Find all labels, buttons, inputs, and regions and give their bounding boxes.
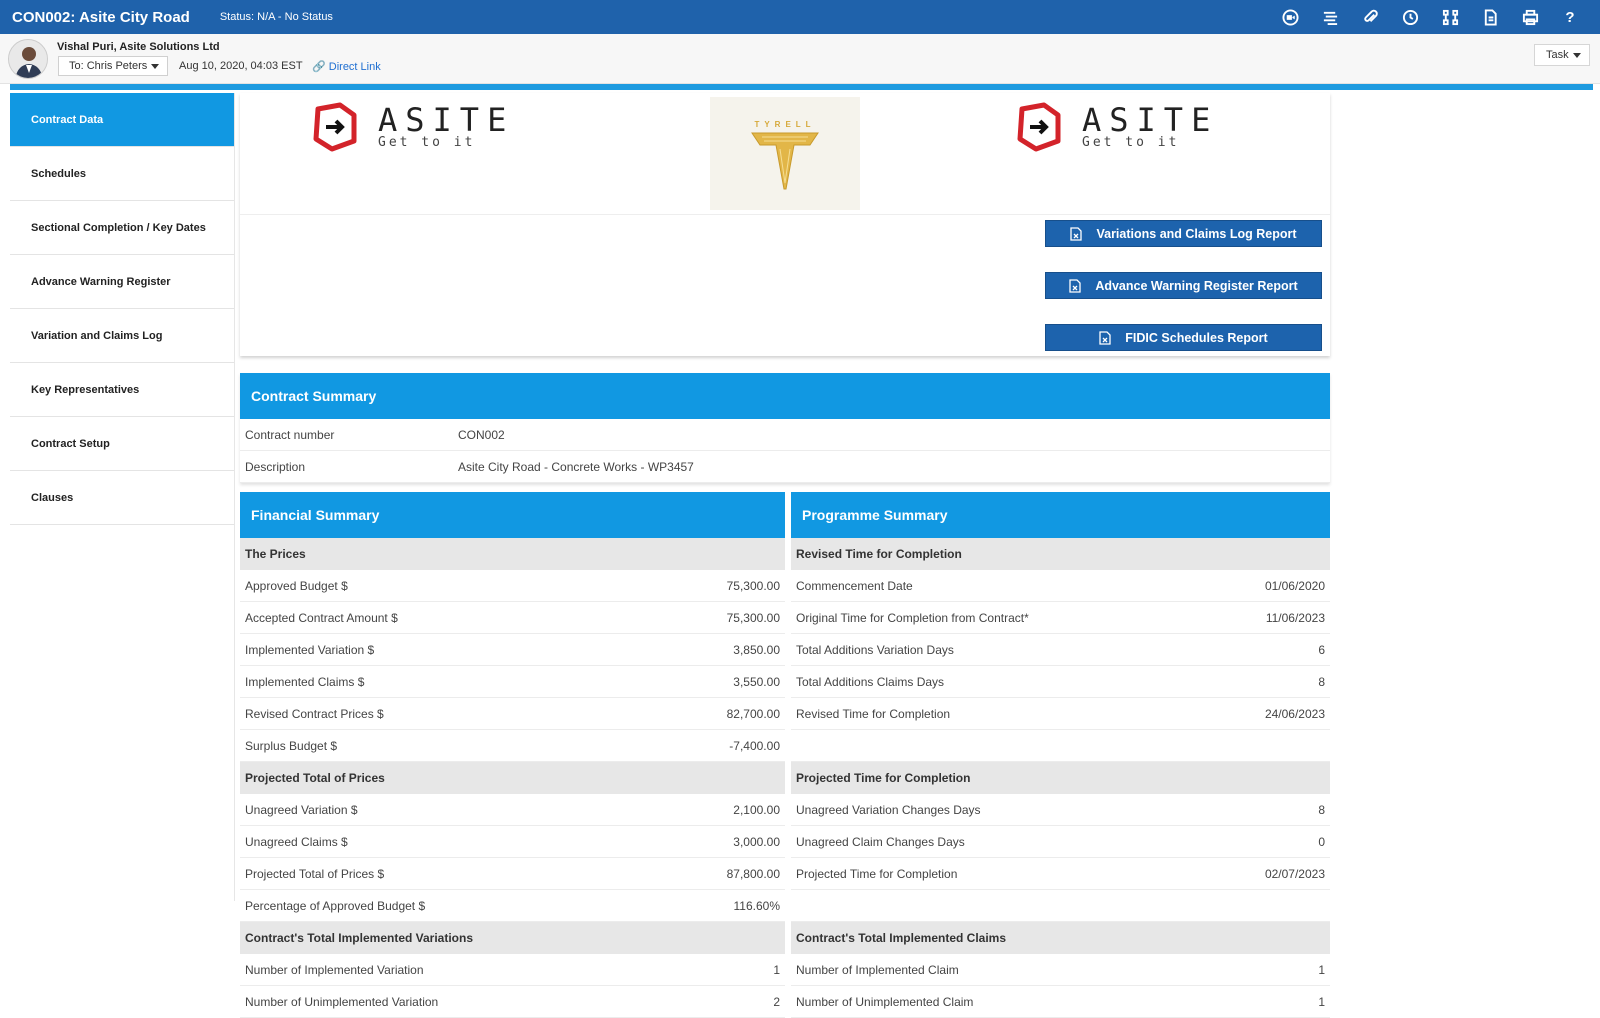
row-value: CON002 <box>458 427 505 442</box>
row-label: The Prices <box>245 547 306 561</box>
table-row <box>791 986 1330 1018</box>
table-row <box>791 730 1330 762</box>
programme-summary-panel <box>791 492 1330 1018</box>
financial-summary-panel <box>240 492 785 1018</box>
row-label: Contract number <box>245 427 335 442</box>
contract-summary-panel <box>240 373 1330 483</box>
row-label: Implemented Variation $ <box>245 642 375 657</box>
row-label: Revised Contract Prices $ <box>245 706 384 721</box>
status-label: Status: N/A - No Status <box>219 11 333 23</box>
row-value: -7,400.00 <box>729 738 780 753</box>
table-row <box>791 570 1330 602</box>
financial-summary-title: Financial Summary <box>240 492 785 538</box>
table-row <box>791 954 1330 986</box>
message-info-bar <box>0 34 1600 84</box>
direct-link-label: Direct Link <box>328 61 381 73</box>
tyrell-logo <box>710 97 860 210</box>
sender-name: Vishal Puri, Asite Solutions Ltd <box>57 41 220 53</box>
sidebar-item-contract-setup[interactable]: Contract Setup <box>10 417 234 471</box>
row-label: Commencement Date <box>796 578 913 593</box>
table-row <box>240 986 785 1018</box>
direct-link[interactable] <box>312 60 381 73</box>
asite-logo-right <box>1012 101 1218 153</box>
table-row <box>240 570 785 602</box>
table-row <box>240 602 785 634</box>
report-document-icon <box>1070 227 1082 241</box>
list-icon[interactable] <box>1310 0 1350 34</box>
sidebar-item-variation-claims-log[interactable]: Variation and Claims Log <box>10 309 234 363</box>
table-row <box>791 858 1330 890</box>
row-value: 82,700.00 <box>726 706 780 721</box>
task-label: Task <box>1546 49 1569 61</box>
table-row <box>791 826 1330 858</box>
table-row <box>791 890 1330 922</box>
sidebar <box>10 93 235 901</box>
asite-cube-icon <box>308 101 360 153</box>
row-label: Projected Total of Prices <box>245 771 385 785</box>
sidebar-item-clauses[interactable]: Clauses <box>10 471 234 525</box>
toolbar <box>1270 0 1590 34</box>
page-title: CON002: Asite City Road <box>12 8 190 26</box>
row-value: 75,300.00 <box>726 610 780 625</box>
row-label: Original Time for Completion from Contract* <box>796 610 1029 625</box>
asite-logo-left <box>308 101 514 153</box>
row-label: Percentage of Approved Budget $ <box>245 898 426 913</box>
row-label: Revised Time for Completion <box>796 547 962 561</box>
row-label: Total Additions Variation Days <box>796 642 954 657</box>
row-value: 8 <box>1318 674 1325 689</box>
table-row <box>240 858 785 890</box>
recipient-label: To: Chris Peters <box>69 60 148 72</box>
fidic-report-label: FIDIC Schedules Report <box>1125 330 1268 345</box>
row-label: Unagreed Claim Changes Days <box>796 834 965 849</box>
document-icon[interactable] <box>1470 0 1510 34</box>
table-group-header <box>791 538 1330 570</box>
row-label: Contract's Total Implemented Variations <box>245 931 474 945</box>
row-value: 3,550.00 <box>733 674 780 689</box>
table-row <box>791 666 1330 698</box>
table-row <box>791 794 1330 826</box>
video-icon[interactable] <box>1270 0 1310 34</box>
link-icon: 🔗 <box>312 61 326 73</box>
sidebar-item-advance-warning-register[interactable]: Advance Warning Register <box>10 255 234 309</box>
title-bar <box>0 0 1600 34</box>
row-label: Implemented Claims $ <box>245 674 365 689</box>
table-row <box>240 634 785 666</box>
logo-panel <box>240 93 1330 356</box>
report-document-icon <box>1069 279 1081 293</box>
sidebar-item-sectional-completion[interactable]: Sectional Completion / Key Dates <box>10 201 234 255</box>
row-label: Surplus Budget $ <box>245 738 338 753</box>
row-label: Number of Implemented Claim <box>796 962 959 977</box>
row-label: Projected Time for Completion <box>796 771 971 785</box>
message-date: Aug 10, 2020, 04:03 EST <box>179 60 303 72</box>
row-label: Accepted Contract Amount $ <box>245 610 398 625</box>
row-value: 01/06/2020 <box>1264 578 1325 593</box>
table-row <box>240 730 785 762</box>
report-document-icon <box>1099 331 1111 345</box>
asite-cube-icon <box>1012 101 1064 153</box>
table-group-header <box>240 922 785 954</box>
row-value: 6 <box>1318 642 1325 657</box>
table-group-header <box>791 922 1330 954</box>
row-value: 1 <box>1318 962 1325 977</box>
divider <box>240 214 1330 215</box>
row-value: Asite City Road - Concrete Works - WP3457 <box>458 459 694 474</box>
table-row <box>791 634 1330 666</box>
table-group-header <box>240 762 785 794</box>
table-row <box>240 451 1330 483</box>
table-group-header <box>240 538 785 570</box>
programme-summary-rows <box>791 538 1330 1018</box>
row-label: Total Additions Claims Days <box>796 674 945 689</box>
row-label: Description <box>245 459 306 474</box>
financial-summary-rows <box>240 538 785 1018</box>
contract-summary-title: Contract Summary <box>240 373 1330 419</box>
attachment-icon[interactable] <box>1350 0 1390 34</box>
help-icon[interactable]: ? <box>1565 8 1575 26</box>
caret-down-icon <box>1573 53 1581 58</box>
table-row <box>240 666 785 698</box>
row-label: Contract's Total Implemented Claims <box>796 931 1007 945</box>
table-row <box>240 890 785 922</box>
fidic-schedules-report-button[interactable] <box>1045 324 1322 351</box>
row-label: Unagreed Variation Changes Days <box>796 802 981 817</box>
asite-wordmark: ASITE <box>1082 101 1219 139</box>
asite-tagline: Get to it <box>378 135 476 150</box>
tyrell-t-icon <box>750 131 820 191</box>
table-row <box>240 794 785 826</box>
task-dropdown[interactable] <box>1534 44 1590 66</box>
table-row <box>240 826 785 858</box>
sidebar-item-contract-data[interactable]: Contract Data <box>10 93 234 147</box>
row-value: 75,300.00 <box>726 578 780 593</box>
history-icon[interactable] <box>1390 0 1430 34</box>
row-value: 116.60% <box>733 898 780 913</box>
row-label: Projected Time for Completion <box>796 866 958 881</box>
row-label: Number of Unimplemented Claim <box>796 994 974 1009</box>
row-label: Unagreed Variation $ <box>245 802 358 817</box>
table-row <box>791 602 1330 634</box>
advance-warning-report-button[interactable] <box>1045 272 1322 299</box>
table-row <box>240 954 785 986</box>
row-value: 24/06/2023 <box>1264 706 1325 721</box>
row-value: 2,100.00 <box>733 802 780 817</box>
sidebar-item-schedules[interactable]: Schedules <box>10 147 234 201</box>
caret-down-icon <box>151 64 159 69</box>
row-value: 87,800.00 <box>726 866 780 881</box>
recipient-dropdown[interactable] <box>58 56 168 76</box>
row-value: 3,000.00 <box>733 834 780 849</box>
table-row <box>240 419 1330 451</box>
workflow-icon[interactable] <box>1430 0 1470 34</box>
row-label: Projected Total of Prices $ <box>245 866 385 881</box>
advance-report-label: Advance Warning Register Report <box>1095 278 1298 293</box>
row-label: Number of Unimplemented Variation <box>245 994 439 1009</box>
row-value: 1 <box>773 962 780 977</box>
row-value: 3,850.00 <box>733 642 780 657</box>
programme-summary-title: Programme Summary <box>791 492 1330 538</box>
table-group-header <box>791 762 1330 794</box>
row-value: 8 <box>1318 802 1325 817</box>
sidebar-item-key-representatives[interactable]: Key Representatives <box>10 363 234 417</box>
table-row <box>791 698 1330 730</box>
variations-claims-report-button[interactable] <box>1045 220 1322 247</box>
tyrell-wordmark: TYRELL <box>754 120 816 129</box>
row-label: Approved Budget $ <box>245 578 348 593</box>
row-label: Revised Time for Completion <box>796 706 951 721</box>
row-label: Number of Implemented Variation <box>245 962 424 977</box>
row-value: 0 <box>1318 834 1325 849</box>
row-value: 2 <box>773 994 780 1009</box>
print-icon[interactable] <box>1510 0 1550 34</box>
avatar <box>8 39 48 79</box>
row-value: 02/07/2023 <box>1264 866 1325 881</box>
accent-strip <box>10 84 1593 90</box>
table-row <box>240 698 785 730</box>
variations-report-label: Variations and Claims Log Report <box>1096 226 1297 241</box>
row-value: 11/06/2023 <box>1265 610 1325 625</box>
row-value: 1 <box>1318 994 1325 1009</box>
row-label: Unagreed Claims $ <box>245 834 348 849</box>
asite-wordmark: ASITE <box>378 101 515 139</box>
asite-tagline: Get to it <box>1082 135 1180 150</box>
